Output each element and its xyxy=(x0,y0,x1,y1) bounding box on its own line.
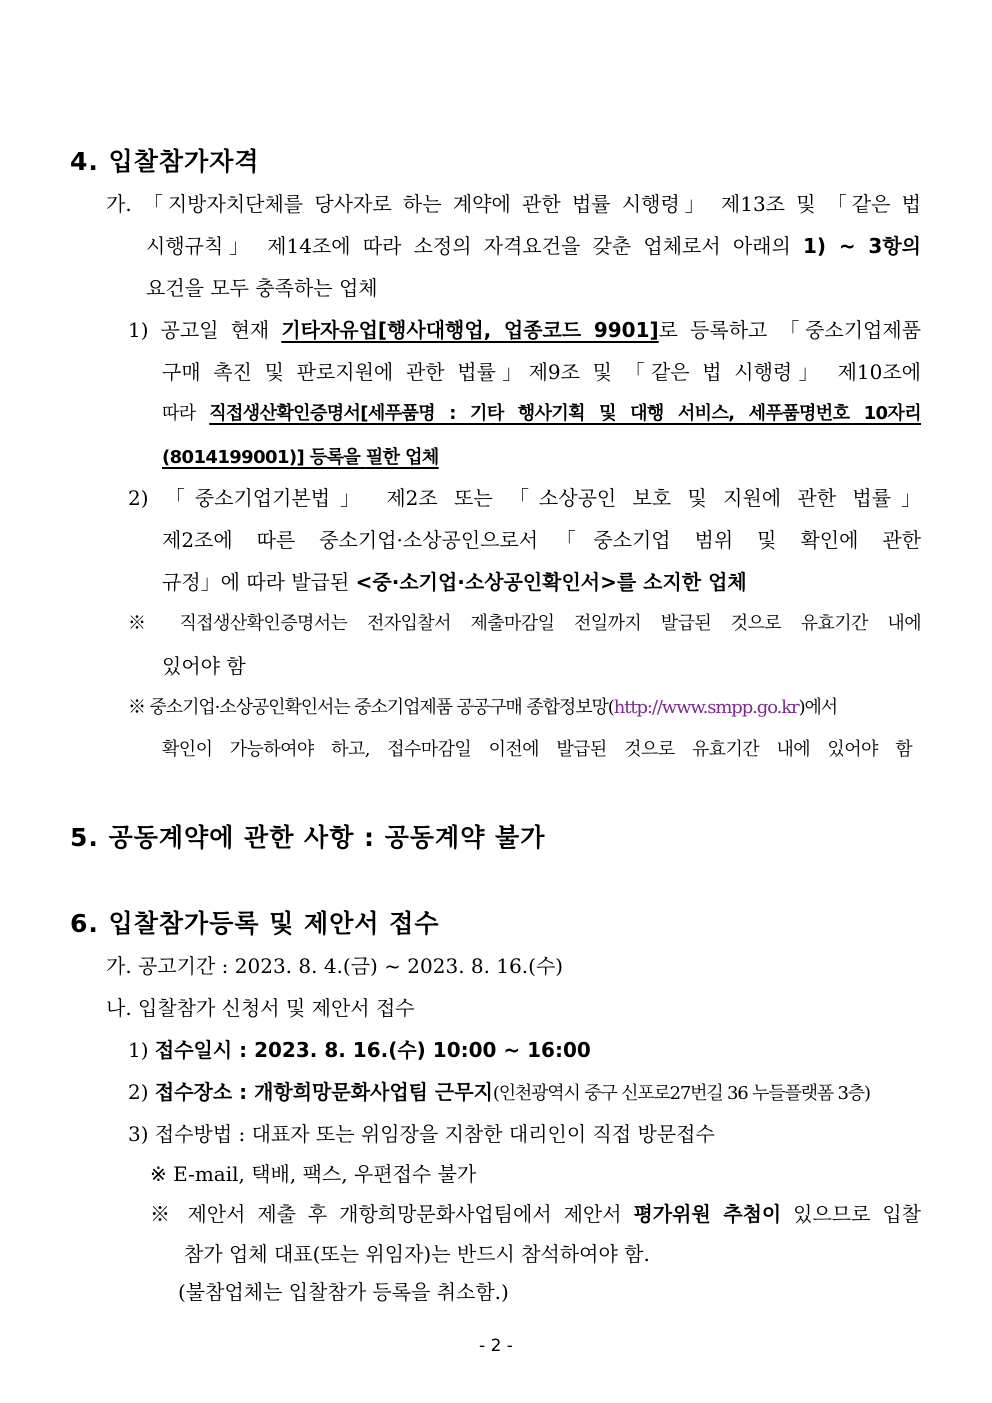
s4-ga-line3: 요건을 모두 충족하는 업체 xyxy=(146,276,378,300)
s4-item1-line3: 따라 직접생산확인증명서[세푸품명 : 기타 행사기획 및 대행 서비스, 세푸품명번호 10자리 xyxy=(162,403,921,424)
s6-note1: ※ E-mail, 택배, 팩스, 우편접수 불가 xyxy=(150,1162,477,1186)
s6-note2-line2: 참가 업체 대표(또는 위임자)는 반드시 참석하여야 함. xyxy=(184,1242,650,1266)
s6-na: 나. 입찰참가 신청서 및 제안서 접수 xyxy=(106,996,415,1020)
s6-item3: 3) 접수방법 : 대표자 또는 위임장을 지참한 대리인이 직접 방문접수 xyxy=(128,1122,715,1146)
s4-ga-line2: 시행규칙」 제14조에 따라 소정의 자격요건을 갖춘 업체로서 아래의 1) ~ 3항의 xyxy=(146,234,921,258)
s4-item2-line1: 2) 「중소기업기본법」 제2조 또는 「소상공인 보호 및 지원에 관한 법률」 xyxy=(128,486,921,510)
s4-note1-line1: ※ 직접생산확인증명서는 전자입찰서 제출마감일 전일까지 발급된 것으로 유효기간 내에 xyxy=(128,613,921,634)
s4-item1-line4: (8014199001)] 등록을 필한 업체 xyxy=(162,447,439,468)
s4-note1-line2: 있어야 함 xyxy=(162,654,246,678)
s4-item2-line3: 규정」에 따라 발급된 <중·소기업·소상공인확인서>를 소지한 업체 xyxy=(162,570,747,594)
s6-ga: 가. 공고기간 : 2023. 8. 4.(금) ~ 2023. 8. 16.(수) xyxy=(106,954,564,978)
smpp-link[interactable]: http://www.smpp.go.kr xyxy=(613,697,799,718)
s4-ga-line1: 가. 「지방자치단체를 당사자로 하는 계약에 관한 법률 시행령」 제13조 및 「같은 법 xyxy=(106,192,921,216)
s4-note2-line2: 확인이 가능하여야 하고, 접수마감일 이전에 발급된 것으로 유효기간 내에 있어야 함 xyxy=(162,739,912,760)
s4-item2-line2: 제2조에 따른 중소기업·소상공인으로서「중소기업 범위 및 확인에 관한 xyxy=(162,528,921,552)
section-4-heading: 4. 입찰참가자격 xyxy=(70,147,260,176)
section-6-heading: 6. 입찰참가등록 및 제안서 접수 xyxy=(70,909,440,938)
s6-note2-line3: (불참업체는 입찰참가 등록을 취소함.) xyxy=(178,1280,509,1304)
s6-item2: 2) 접수장소 : 개항희망문화사업팀 근무지(인천광역시 중구 신포로27번길 36 누들플랫폼 3층) xyxy=(128,1080,870,1104)
s6-note2-line1: ※ 제안서 제출 후 개항희망문화사업팀에서 제안서 평가위원 추첨이 있으므로 입찰 xyxy=(150,1202,922,1226)
s6-item1: 1) 접수일시 : 2023. 8. 16.(수) 10:00 ~ 16:00 xyxy=(128,1038,591,1062)
page-number: - 2 - xyxy=(479,1336,513,1356)
s4-item1-line2: 구매 촉진 및 판로지원에 관한 법률」제9조 및 「같은 법 시행령」 제10조에 xyxy=(162,360,921,384)
section-5-heading: 5. 공동계약에 관한 사항 : 공동계약 불가 xyxy=(70,823,546,852)
s4-item1-line1: 1) 공고일 현재 기타자유업[행사대행업, 업종코드 9901]로 등록하고 「중소기업제품 xyxy=(128,318,922,342)
s4-note2-line1: ※ 중소기업·소상공인확인서는 중소기업제품 공공구매 종합정보망(http://www.smpp.go.kr)에서 xyxy=(128,697,838,718)
